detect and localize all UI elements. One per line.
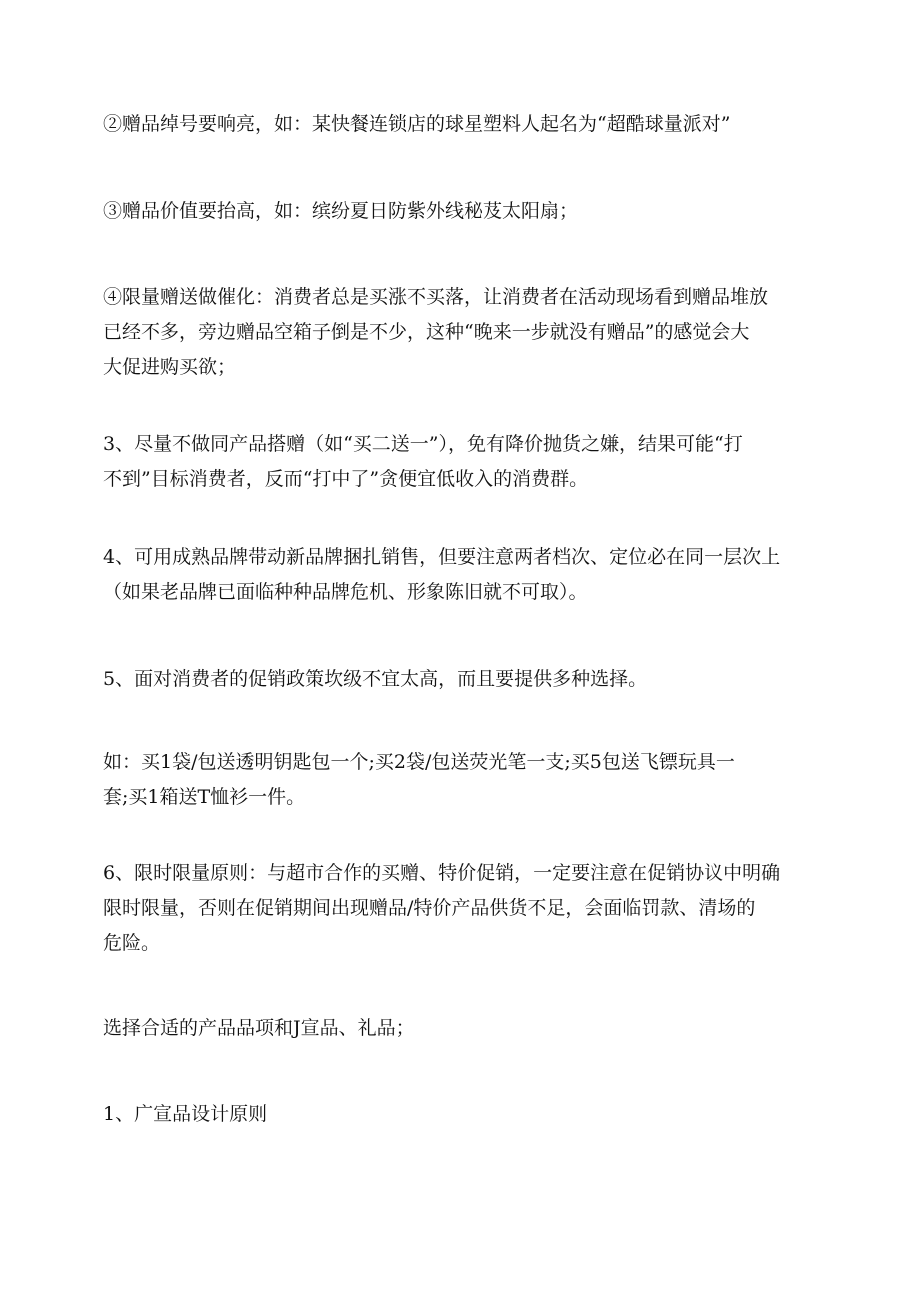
text-line: 危险。 (103, 932, 161, 954)
paragraph-point-6 (103, 856, 819, 961)
paragraph-point-3 (103, 427, 819, 497)
paragraph-limited-gift (103, 280, 819, 385)
text-line: 4、可用成熟品牌带动新品牌捆扎销售，但要注意两者档次、定位必在同一层次上 (103, 546, 781, 568)
text-line: 6、限时限量原则：与超市合作的买赠、特价促销，一定要注意在促销协议中明确 (103, 862, 781, 884)
text-line: 如：买1袋/包送透明钥匙包一个;买2袋/包送荧光笔一支;买5包送飞镖玩具一 (103, 751, 735, 773)
text-line: 选择合适的产品品项和J宣品、礼品； (103, 1017, 415, 1039)
text-line: 已经不多，旁边赠品空箱子倒是不少，这种“晚来一步就没有赠品”的感觉会大 (103, 321, 750, 343)
paragraph-gift-nickname (103, 107, 819, 142)
text-line: ④限量赠送做催化：消费者总是买涨不买落，让消费者在活动现场看到赠品堆放 (103, 286, 769, 308)
text-line: 不到”目标消费者，反而“打中了”贪便宜低收入的消费群。 (103, 468, 589, 490)
text-line: （如果老品牌已面临种种品牌危机、形象陈旧就不可取）。 (103, 581, 588, 603)
section-heading-promo-design (103, 1097, 819, 1132)
text-line: 限时限量，否则在促销期间出现赠品/特价产品供货不足，会面临罚款、清场的 (103, 897, 756, 919)
text-line: 5、面对消费者的促销政策坎级不宜太高，而且要提供多种选择。 (103, 668, 648, 690)
text-line: ②赠品绰号要响亮，如：某快餐连锁店的球星塑料人起名为“超酷球量派对” (103, 113, 731, 135)
text-line: 3、尽量不做同产品搭赠（如“买二送一”），免有降价抛货之嫌，结果可能“打 (103, 433, 743, 455)
text-line: 1、广宣品设计原则 (103, 1103, 268, 1125)
paragraph-gift-value (103, 194, 819, 229)
text-line: 大促进购买欲； (103, 356, 237, 378)
text-line: 套;买1箱送T恤衫一件。 (103, 786, 306, 808)
paragraph-point-4 (103, 540, 819, 610)
paragraph-example (103, 745, 819, 815)
text-line: ③赠品价值要抬高，如：缤纷夏日防紫外线秘芨太阳扇； (103, 200, 579, 222)
paragraph-select-products (103, 1011, 819, 1046)
paragraph-point-5 (103, 662, 819, 697)
